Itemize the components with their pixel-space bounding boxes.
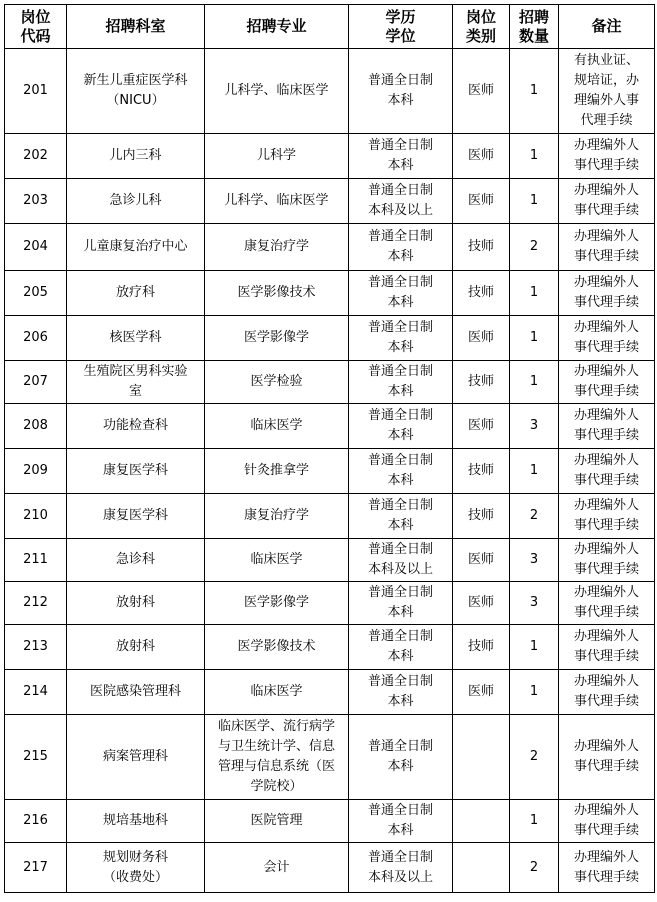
cell-type: 技师 bbox=[453, 271, 510, 316]
cell-edu: 普通全日制 本科 bbox=[349, 670, 453, 715]
cell-note: 办理编外人 事代理手续 bbox=[559, 316, 655, 361]
cell-note: 办理编外人 事代理手续 bbox=[559, 582, 655, 625]
cell-code: 210 bbox=[5, 494, 67, 539]
cell-count: 3 bbox=[510, 582, 559, 625]
cell-edu: 普通全日制 本科 bbox=[349, 224, 453, 271]
table-row bbox=[5, 539, 655, 582]
table-row bbox=[5, 494, 655, 539]
cell-dept: 生殖院区男科实验 室 bbox=[67, 361, 205, 404]
cell-edu: 普通全日制 本科 bbox=[349, 361, 453, 404]
cell-note: 办理编外人 事代理手续 bbox=[559, 625, 655, 670]
cell-code: 201 bbox=[5, 49, 67, 134]
cell-note: 办理编外人 事代理手续 bbox=[559, 670, 655, 715]
cell-count: 1 bbox=[510, 316, 559, 361]
cell-code: 217 bbox=[5, 843, 67, 893]
cell-count: 3 bbox=[510, 539, 559, 582]
cell-dept: 放疗科 bbox=[67, 271, 205, 316]
cell-code: 212 bbox=[5, 582, 67, 625]
cell-dept: 儿内三科 bbox=[67, 134, 205, 179]
cell-major: 康复治疗学 bbox=[205, 224, 349, 271]
cell-note: 办理编外人 事代理手续 bbox=[559, 179, 655, 224]
cell-code: 206 bbox=[5, 316, 67, 361]
table-row bbox=[5, 134, 655, 179]
cell-code: 203 bbox=[5, 179, 67, 224]
cell-major: 医学影像技术 bbox=[205, 625, 349, 670]
cell-type bbox=[453, 800, 510, 843]
cell-code: 214 bbox=[5, 670, 67, 715]
cell-count: 1 bbox=[510, 670, 559, 715]
header-major: 招聘专业 bbox=[205, 5, 349, 49]
cell-dept: 规划财务科 （收费处） bbox=[67, 843, 205, 893]
cell-edu: 普通全日制 本科 bbox=[349, 404, 453, 449]
cell-major: 医学检验 bbox=[205, 361, 349, 404]
cell-count: 1 bbox=[510, 49, 559, 134]
cell-code: 213 bbox=[5, 625, 67, 670]
cell-edu: 普通全日制 本科 bbox=[349, 449, 453, 494]
cell-edu: 普通全日制 本科及以上 bbox=[349, 179, 453, 224]
cell-major: 儿科学、临床医学 bbox=[205, 49, 349, 134]
header-note: 备注 bbox=[559, 5, 655, 49]
cell-major: 医学影像学 bbox=[205, 582, 349, 625]
cell-edu: 普通全日制 本科 bbox=[349, 271, 453, 316]
cell-major: 医学影像学 bbox=[205, 316, 349, 361]
table-row bbox=[5, 625, 655, 670]
cell-note: 办理编外人 事代理手续 bbox=[559, 843, 655, 893]
cell-major: 医学影像技术 bbox=[205, 271, 349, 316]
header-count: 招聘 数量 bbox=[510, 5, 559, 49]
cell-count: 1 bbox=[510, 271, 559, 316]
cell-major: 针灸推拿学 bbox=[205, 449, 349, 494]
cell-dept: 儿童康复治疗中心 bbox=[67, 224, 205, 271]
cell-major: 康复治疗学 bbox=[205, 494, 349, 539]
cell-count: 2 bbox=[510, 715, 559, 800]
cell-code: 207 bbox=[5, 361, 67, 404]
cell-major: 临床医学 bbox=[205, 670, 349, 715]
cell-code: 208 bbox=[5, 404, 67, 449]
cell-code: 202 bbox=[5, 134, 67, 179]
cell-dept: 核医学科 bbox=[67, 316, 205, 361]
cell-dept: 康复医学科 bbox=[67, 449, 205, 494]
cell-note: 办理编外人 事代理手续 bbox=[559, 271, 655, 316]
cell-count: 1 bbox=[510, 134, 559, 179]
cell-dept: 功能检查科 bbox=[67, 404, 205, 449]
cell-dept: 新生儿重症医学科 （NICU） bbox=[67, 49, 205, 134]
cell-count: 3 bbox=[510, 404, 559, 449]
cell-count: 1 bbox=[510, 625, 559, 670]
cell-edu: 普通全日制 本科及以上 bbox=[349, 843, 453, 893]
cell-note: 办理编外人 事代理手续 bbox=[559, 449, 655, 494]
cell-note: 办理编外人 事代理手续 bbox=[559, 134, 655, 179]
cell-note: 办理编外人 事代理手续 bbox=[559, 404, 655, 449]
cell-dept: 规培基地科 bbox=[67, 800, 205, 843]
cell-dept: 放射科 bbox=[67, 625, 205, 670]
header-type: 岗位 类别 bbox=[453, 5, 510, 49]
table-row bbox=[5, 670, 655, 715]
cell-note: 办理编外人 事代理手续 bbox=[559, 800, 655, 843]
cell-type: 技师 bbox=[453, 494, 510, 539]
cell-major: 儿科学 bbox=[205, 134, 349, 179]
cell-type: 医师 bbox=[453, 670, 510, 715]
cell-count: 2 bbox=[510, 494, 559, 539]
table-row bbox=[5, 224, 655, 271]
header-row bbox=[5, 5, 655, 49]
cell-type bbox=[453, 843, 510, 893]
cell-code: 205 bbox=[5, 271, 67, 316]
cell-edu: 普通全日制 本科 bbox=[349, 625, 453, 670]
cell-note: 办理编外人 事代理手续 bbox=[559, 539, 655, 582]
cell-major: 临床医学 bbox=[205, 404, 349, 449]
cell-major: 临床医学、流行病学 与卫生统计学、信息 管理与信息系统（医 学院校） bbox=[205, 715, 349, 800]
table-row bbox=[5, 404, 655, 449]
header-code: 岗位 代码 bbox=[5, 5, 67, 49]
header-dept: 招聘科室 bbox=[67, 5, 205, 49]
cell-type: 医师 bbox=[453, 582, 510, 625]
cell-type: 技师 bbox=[453, 449, 510, 494]
cell-type: 医师 bbox=[453, 134, 510, 179]
cell-dept: 医院感染管理科 bbox=[67, 670, 205, 715]
cell-edu: 普通全日制 本科 bbox=[349, 582, 453, 625]
table-row bbox=[5, 715, 655, 800]
cell-major: 会计 bbox=[205, 843, 349, 893]
cell-edu: 普通全日制 本科 bbox=[349, 134, 453, 179]
cell-major: 医院管理 bbox=[205, 800, 349, 843]
cell-dept: 病案管理科 bbox=[67, 715, 205, 800]
cell-code: 204 bbox=[5, 224, 67, 271]
cell-type: 医师 bbox=[453, 179, 510, 224]
cell-code: 211 bbox=[5, 539, 67, 582]
cell-count: 2 bbox=[510, 224, 559, 271]
table-row bbox=[5, 800, 655, 843]
cell-type: 技师 bbox=[453, 224, 510, 271]
cell-type: 医师 bbox=[453, 539, 510, 582]
cell-major: 儿科学、临床医学 bbox=[205, 179, 349, 224]
cell-dept: 康复医学科 bbox=[67, 494, 205, 539]
cell-type: 技师 bbox=[453, 625, 510, 670]
table-row bbox=[5, 449, 655, 494]
cell-code: 209 bbox=[5, 449, 67, 494]
cell-type: 医师 bbox=[453, 49, 510, 134]
table-row bbox=[5, 271, 655, 316]
header-edu: 学历 学位 bbox=[349, 5, 453, 49]
recruitment-table bbox=[4, 4, 655, 893]
cell-type: 医师 bbox=[453, 316, 510, 361]
cell-edu: 普通全日制 本科 bbox=[349, 316, 453, 361]
cell-dept: 急诊科 bbox=[67, 539, 205, 582]
cell-edu: 普通全日制 本科 bbox=[349, 715, 453, 800]
cell-edu: 普通全日制 本科 bbox=[349, 800, 453, 843]
cell-note: 办理编外人 事代理手续 bbox=[559, 224, 655, 271]
cell-note: 有执业证、 规培证，办 理编外人事 代理手续 bbox=[559, 49, 655, 134]
cell-count: 1 bbox=[510, 361, 559, 404]
cell-count: 2 bbox=[510, 843, 559, 893]
table-row bbox=[5, 179, 655, 224]
table-row bbox=[5, 316, 655, 361]
cell-code: 215 bbox=[5, 715, 67, 800]
cell-dept: 放射科 bbox=[67, 582, 205, 625]
cell-edu: 普通全日制 本科及以上 bbox=[349, 539, 453, 582]
cell-count: 1 bbox=[510, 179, 559, 224]
cell-edu: 普通全日制 本科 bbox=[349, 49, 453, 134]
table-row bbox=[5, 49, 655, 134]
cell-type: 医师 bbox=[453, 404, 510, 449]
cell-count: 1 bbox=[510, 800, 559, 843]
table-row bbox=[5, 843, 655, 893]
cell-count: 1 bbox=[510, 449, 559, 494]
cell-dept: 急诊儿科 bbox=[67, 179, 205, 224]
cell-edu: 普通全日制 本科 bbox=[349, 494, 453, 539]
cell-type: 技师 bbox=[453, 361, 510, 404]
table-row bbox=[5, 361, 655, 404]
cell-major: 临床医学 bbox=[205, 539, 349, 582]
cell-code: 216 bbox=[5, 800, 67, 843]
table-body bbox=[5, 49, 655, 893]
cell-note: 办理编外人 事代理手续 bbox=[559, 361, 655, 404]
cell-type bbox=[453, 715, 510, 800]
cell-note: 办理编外人 事代理手续 bbox=[559, 715, 655, 800]
cell-note: 办理编外人 事代理手续 bbox=[559, 494, 655, 539]
table-row bbox=[5, 582, 655, 625]
